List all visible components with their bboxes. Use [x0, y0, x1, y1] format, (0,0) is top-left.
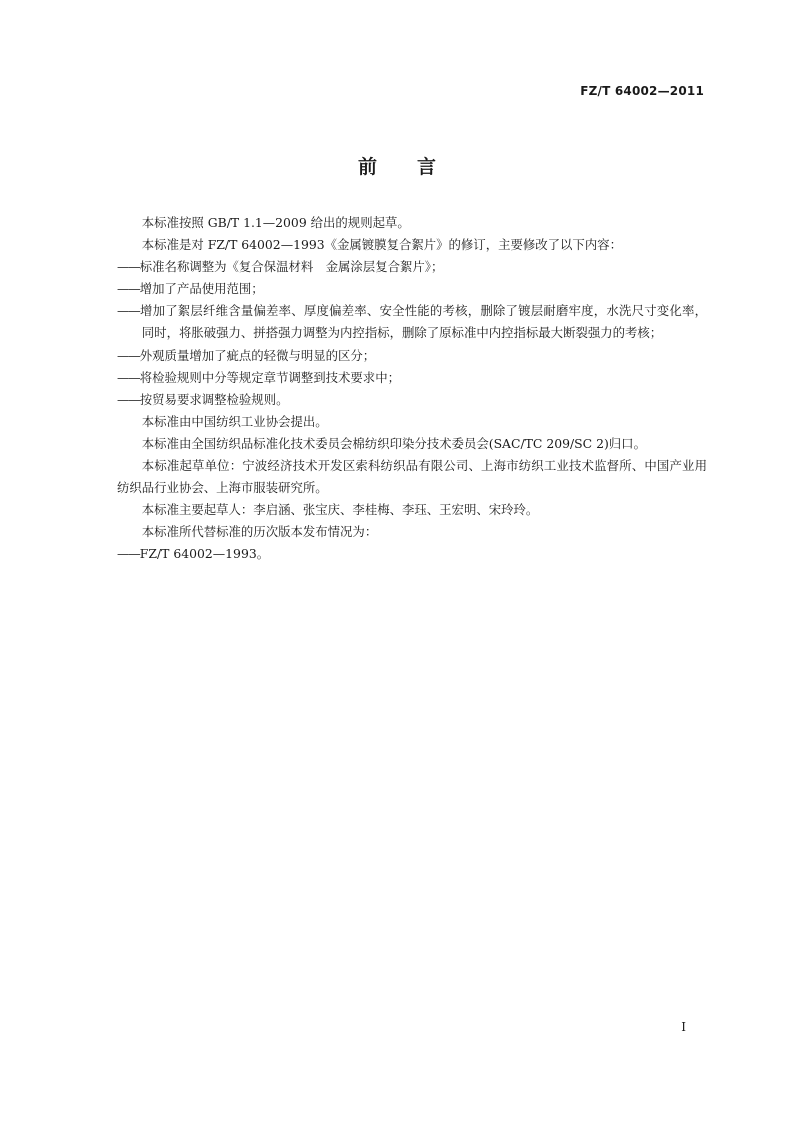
list-item-text: FZ/T 64002—1993。: [139, 546, 270, 562]
standard-code: FZ/T 64002—2011: [580, 84, 704, 98]
paragraph-technical-committee: 本标准由全国纺织品标准化技术委员会棉纺织印染分技术委员会(SAC/TC 209/SC 2)归口。: [141, 435, 646, 451]
list-item: [117, 278, 707, 300]
dash-mark: ——: [117, 303, 140, 319]
dash-mark: ——: [117, 369, 140, 385]
paragraph-drafters: 本标准主要起草人：李启涵、张宝庆、李桂梅、李珏、王宏明、宋玲玲。: [141, 502, 539, 518]
dash-mark: ——: [117, 347, 140, 363]
dash-mark: ——: [117, 281, 140, 297]
list-item-text: 外观质量增加了疵点的轻微与明显的区分；: [139, 347, 376, 363]
dash-mark: ——: [117, 546, 140, 562]
list-item-text: 增加了絮层纤维含量偏差率、厚度偏差率、安全性能的考核，删除了镀层耐磨牢度，水洗尺寸变化率，同时，将胀破强力、拼搭强力调整为内控指标，删除了原标准中内控指标最大断裂强力的考核；: [139, 303, 707, 341]
list-item-text: 将检验规则中分等规定章节调整到技术要求中；: [139, 369, 400, 385]
foreword-body: [117, 212, 707, 566]
paragraph-previous-editions: 本标准所代替标准的历次版本发布情况为：: [141, 524, 378, 540]
list-item-text: 按贸易要求调整检验规则。: [139, 391, 289, 407]
list-item-text: 标准名称调整为《复合保温材料 金属涂层复合絮片》；: [139, 259, 444, 275]
list-item: [117, 300, 707, 344]
list-item: [117, 367, 707, 389]
list-item: [117, 389, 707, 411]
paragraph-revision-intro: 本标准是对 FZ/T 64002—1993《金属镀膜复合絮片》的修订，主要修改了以下内容：: [141, 237, 622, 253]
list-item: [117, 345, 707, 367]
paragraph-drafting-rules: 本标准按照 GB/T 1.1—2009 给出的规则起草。: [141, 215, 410, 230]
dash-mark: ——: [117, 391, 140, 407]
page-title: 前言: [357, 156, 476, 178]
paragraph-proposer: 本标准由中国纺织工业协会提出。: [141, 413, 328, 429]
page-number: I: [681, 1020, 686, 1034]
list-item-text: 增加了产品使用范围；: [139, 281, 264, 297]
paragraph-drafting-units: 本标准起草单位：宁波经济技术开发区索科纺织品有限公司、上海市纺织工业技术监督所、中国产业用纺织品行业协会、上海市服装研究所。: [117, 458, 707, 496]
list-item: [117, 543, 707, 565]
dash-mark: ——: [117, 259, 140, 275]
list-item: [117, 256, 707, 278]
